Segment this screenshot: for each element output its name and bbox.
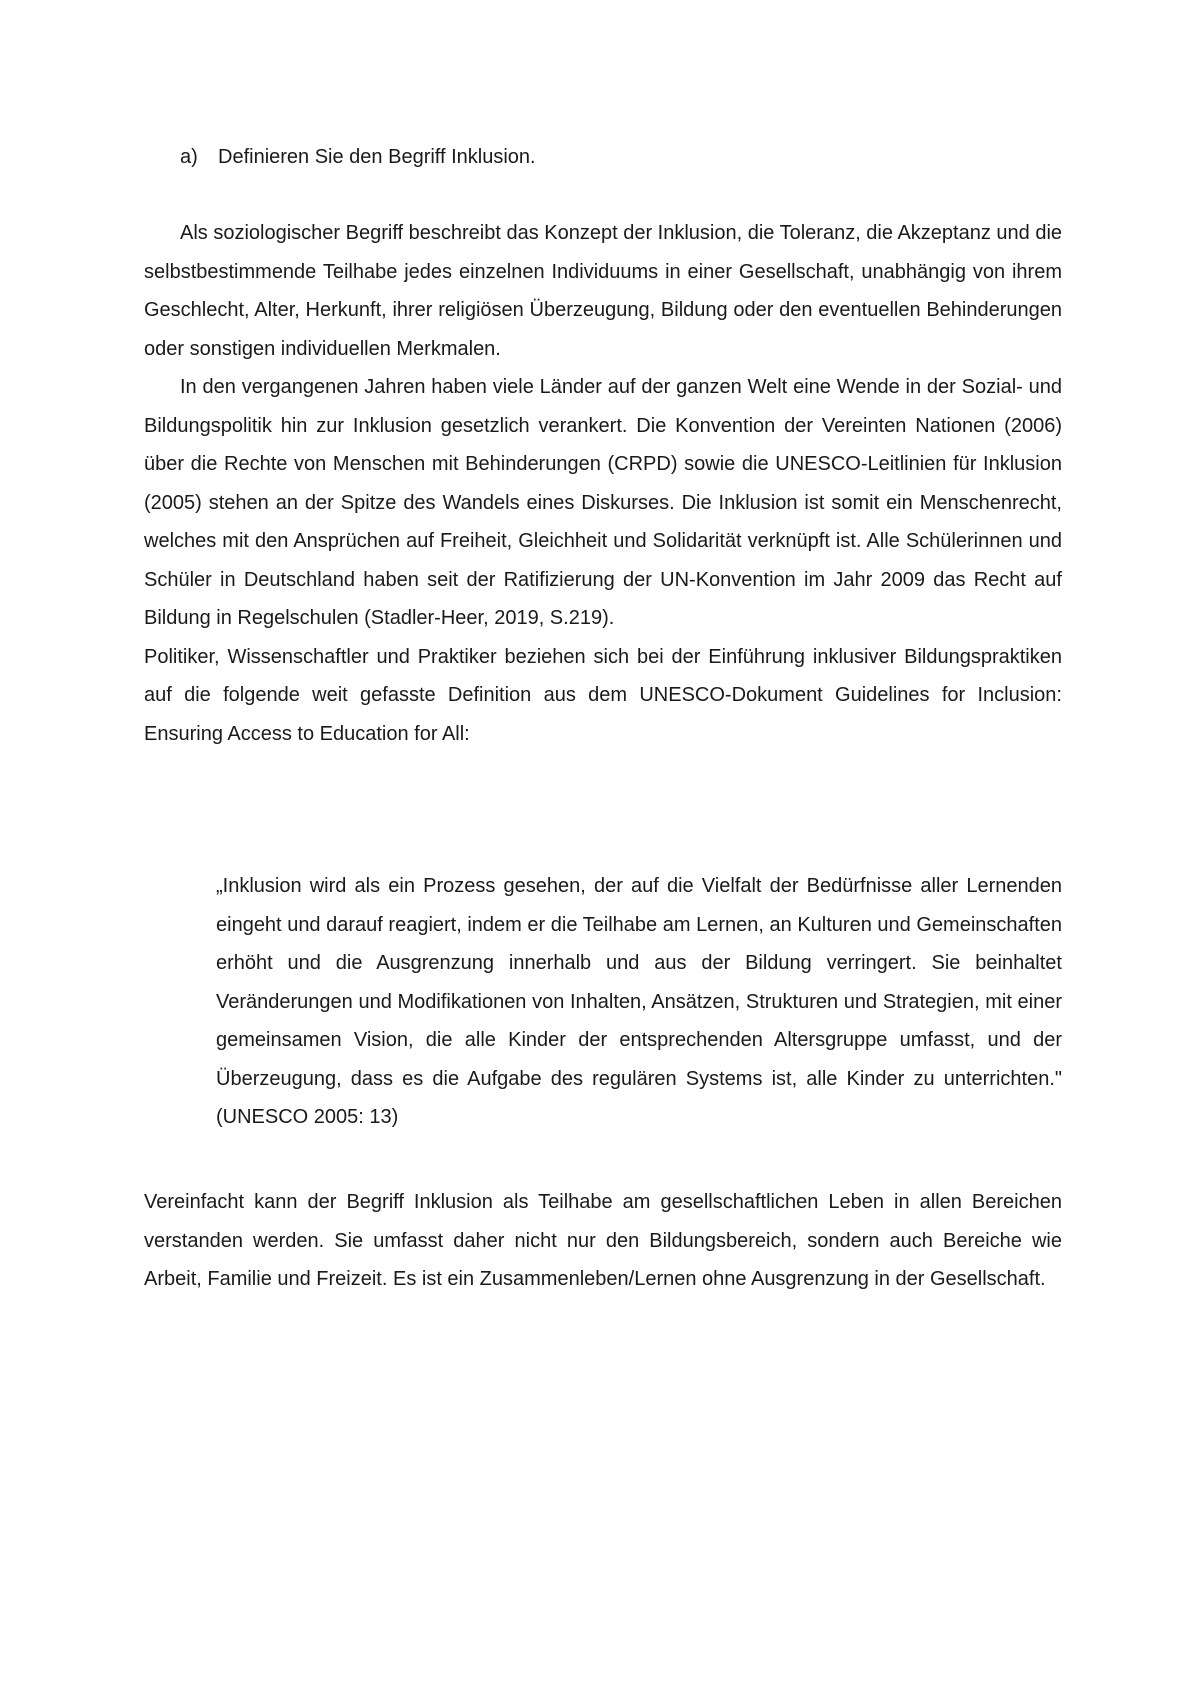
conclusion-text-block [144,1183,1062,1299]
paragraph-context: In den vergangenen Jahren haben viele Länder auf der ganzen Welt eine Wende in der Sozial- und Bildungspolitik hin zur Inklusion gesetzlich verankert. Die Konvention der Vereinten Nationen (2006) über die Rechte von Menschen mit Behinderungen (CRPD) sowie die UNESCO-Leitlinien für Inklusion (2005) stehen an der Spitze des Wandels eines Diskurses. Die Inklusion ist somit ein Menschenrecht, welches mit den Ansprüchen auf Freiheit, Gleichheit und Solidarität verknüpft ist. Alle Schülerinnen und Schüler in Deutschland haben seit der Ratifizierung der UN-Konvention im Jahr 2009 das Recht auf Bildung in Regelschulen (Stadler-Heer, 2019, S.219). [144,376,1062,629]
main-text-block [144,214,1062,753]
paragraph-definition: Als soziologischer Begriff beschreibt das Konzept der Inklusion, die Toleranz, die Akzeptanz und die selbstbestimmende Teilhabe jedes einzelnen Individuums in einer Gesellschaft, unabhängig von ihrem Geschlecht, Alter, Herkunft, ihrer religiösen Überzeugung, Bildung oder den eventuellen Behinderungen oder sonstigen individuellen Merkmalen. [144,222,1063,360]
paragraph-conclusion: Vereinfacht kann der Begriff Inklusion als Teilhabe am gesellschaftlichen Leben in allen Bereichen verstanden werden. Sie umfasst daher nicht nur den Bildungsbereich, sondern auch Bereiche wie Arbeit, Familie und Freizeit. Es ist ein Zusammenleben/Lernen ohne Ausgrenzung in der Gesellschaft. [144,1191,1062,1290]
question-text: Definieren Sie den Begriff Inklusion. [218,146,536,168]
question-heading [180,143,536,171]
block-quote: „Inklusion wird als ein Prozess gesehen, der auf die Vielfalt der Bedürfnisse aller Lernenden eingeht und darauf reagiert, indem er die Teilhabe am Lernen, an Kulturen und Gemeinschaften erhöht und die Ausgrenzung innerhalb und aus der Bildung verringert. Sie beinhaltet Veränderungen und Modifikationen von Inhalten, Ansätzen, Strukturen und Strategien, mit einer gemeinsamen Vision, die alle Kinder der entsprechenden Altersgruppe umfasst, und der Überzeugung, dass es die Aufgabe des regulären Systems ist, alle Kinder zu unterrichten." (UNESCO 2005: 13) [216,875,1062,1128]
question-marker: a) [180,146,198,168]
paragraph-unesco-intro: Politiker, Wissenschaftler und Praktiker beziehen sich bei der Einführung inklusiver Bildungspraktiken auf die folgende weit gefasste Definition aus dem UNESCO-Dokument Guidelines for Inclusion: Ensuring Access to Education for All: [144,645,1062,745]
